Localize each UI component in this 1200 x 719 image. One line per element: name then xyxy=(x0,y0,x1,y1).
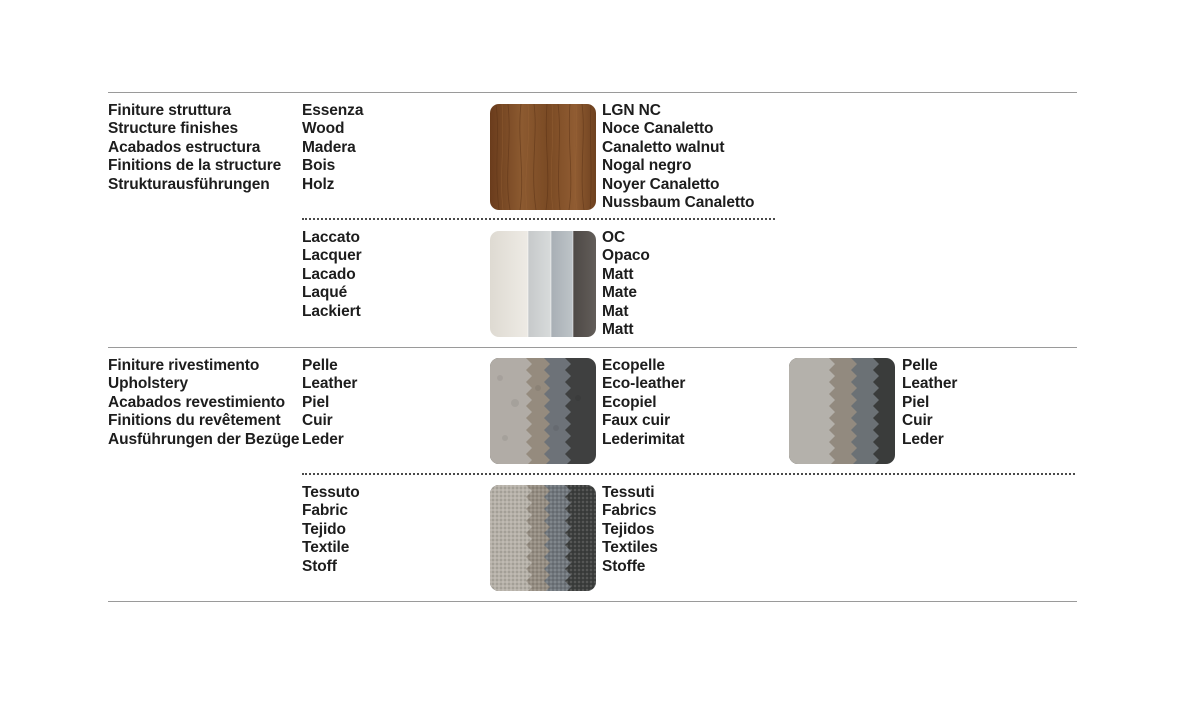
structure-finishes-heading: Finiture struttura Structure finishes Acabados estructura Finitions de la structure Strukturausführungen xyxy=(108,102,282,193)
top-rule xyxy=(108,92,1077,93)
walnut-wood-swatch-icon xyxy=(490,104,596,210)
middle-rule xyxy=(108,347,1077,348)
eco-leather-swatch-icon xyxy=(490,358,596,464)
lacquer-finish-name: OC Opaco Matt Mate Mat Matt xyxy=(602,229,650,339)
fabric-label: Tessuto Fabric Tejido Textile Stoff xyxy=(302,484,360,575)
lacquer-label: Laccato Lacquer Lacado Laqué Lackiert xyxy=(302,229,362,320)
wood-label: Essenza Wood Madera Bois Holz xyxy=(302,102,364,193)
eco-leather-finish-name: Ecopelle Eco-leather Ecopiel Faux cuir Lederimitat xyxy=(602,357,686,448)
leather-finish-name: Pelle Leather Piel Cuir Leder xyxy=(902,357,958,448)
fabric-swatch-icon xyxy=(490,485,596,591)
fabric-finish-name: Tessuti Fabrics Tejidos Textiles Stoffe xyxy=(602,484,658,575)
bottom-rule xyxy=(108,601,1077,602)
leather-swatch-icon xyxy=(789,358,895,464)
structure-dotted-divider xyxy=(302,218,775,220)
wood-finish-name: LGN NC Noce Canaletto Canaletto walnut Nogal negro Noyer Canaletto Nussbaum Canaletto xyxy=(602,102,755,212)
upholstery-finishes-heading: Finiture rivestimento Upholstery Acabados revestimiento Finitions du revêtement Ausführungen der Bezüge xyxy=(108,357,300,448)
upholstery-dotted-divider xyxy=(302,473,1075,475)
matt-lacquer-swatch-icon xyxy=(490,231,596,337)
leather-label: Pelle Leather Piel Cuir Leder xyxy=(302,357,358,448)
